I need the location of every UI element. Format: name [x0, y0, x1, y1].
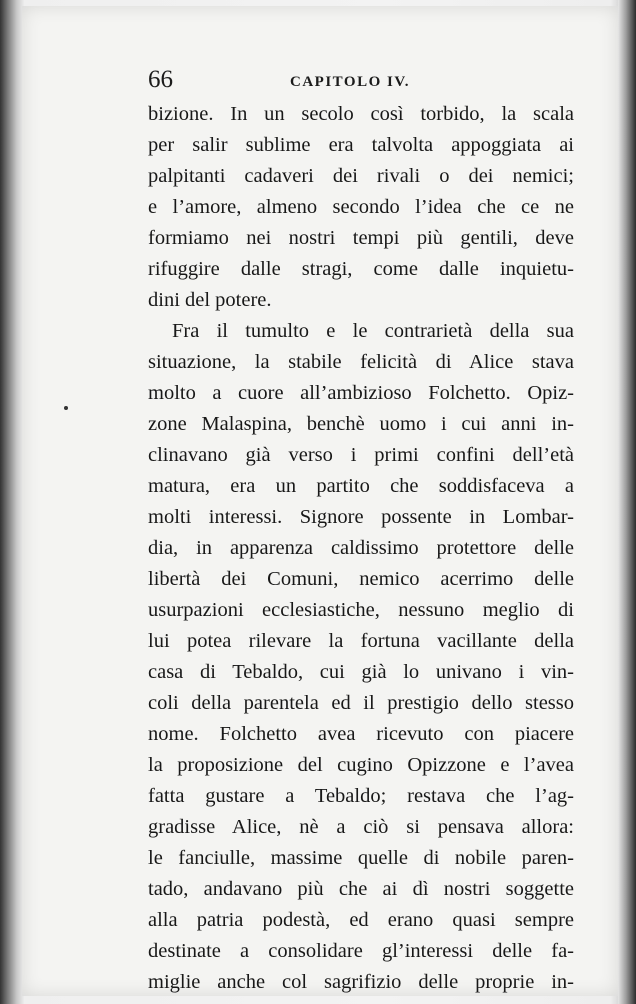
text-line: formiamo nei nostri tempi più gentili, deve [148, 227, 574, 249]
text-line: palpitanti cadaveri dei rivali o dei nemici; [148, 165, 574, 187]
text-line: Fra il tumulto e le contrarietà della sua [172, 320, 574, 342]
text-line: nome. Folchetto avea ricevuto con piacere [148, 723, 574, 745]
text-line: casa di Tebaldo, cui già lo univano i vin- [148, 661, 574, 683]
text-line: matura, era un partito che soddisfaceva a [148, 475, 574, 497]
text-line: zone Malaspina, benchè uomo i cui anni in- [148, 413, 574, 435]
page-edge-shadow [618, 0, 636, 1004]
book-binding-shadow [0, 0, 24, 1004]
text-line: e l’amore, almeno secondo l’idea che ce ne [148, 196, 574, 218]
page-header [148, 66, 568, 100]
text-line: la proposizione del cugino Opizzone e l’avea [148, 754, 574, 776]
text-line: tado, andavano più che ai dì nostri soggette [148, 878, 574, 900]
text-line: molto a cuore all’ambizioso Folchetto. Opiz- [148, 382, 574, 404]
text-line: dini del potere. [148, 289, 272, 311]
text-line: le fanciulle, massime quelle di nobile paren- [148, 847, 574, 869]
body-text [148, 99, 574, 998]
text-line: coli della parentela ed il prestigio dello stesso [148, 692, 574, 714]
text-line: libertà dei Comuni, nemico acerrimo delle [148, 568, 574, 590]
text-line: dia, in apparenza caldissimo protettore delle [148, 537, 574, 559]
text-line: clinavano già verso i primi confini dell’età [148, 444, 574, 466]
text-line: per salir sublime era talvolta appoggiata ai [148, 134, 574, 156]
text-line: fatta gustare a Tebaldo; restava che l’ag- [148, 785, 574, 807]
text-line: molti interessi. Signore possente in Lombar- [148, 506, 574, 528]
text-line: bizione. In un secolo così torbido, la scala [148, 103, 574, 125]
text-line: miglie anche col sagrifizio delle proprie in- [148, 971, 574, 993]
text-line: lui potea rilevare la fortuna vacillante della [148, 630, 574, 652]
text-line: situazione, la stabile felicità di Alice stava [148, 351, 574, 373]
text-line: rifuggire dalle stragi, come dalle inquietu- [148, 258, 574, 280]
text-line: usurpazioni ecclesiastiche, nessuno meglio di [148, 599, 574, 621]
margin-dot [64, 406, 68, 410]
text-line: alla patria podestà, ed erano quasi sempre [148, 909, 574, 931]
running-title: CAPITOLO IV. [290, 74, 410, 90]
page-number: 66 [148, 66, 173, 93]
text-line: gradisse Alice, nè a ciò si pensava allora: [148, 816, 574, 838]
text-line: destinate a consolidare gl’interessi delle fa- [148, 940, 574, 962]
